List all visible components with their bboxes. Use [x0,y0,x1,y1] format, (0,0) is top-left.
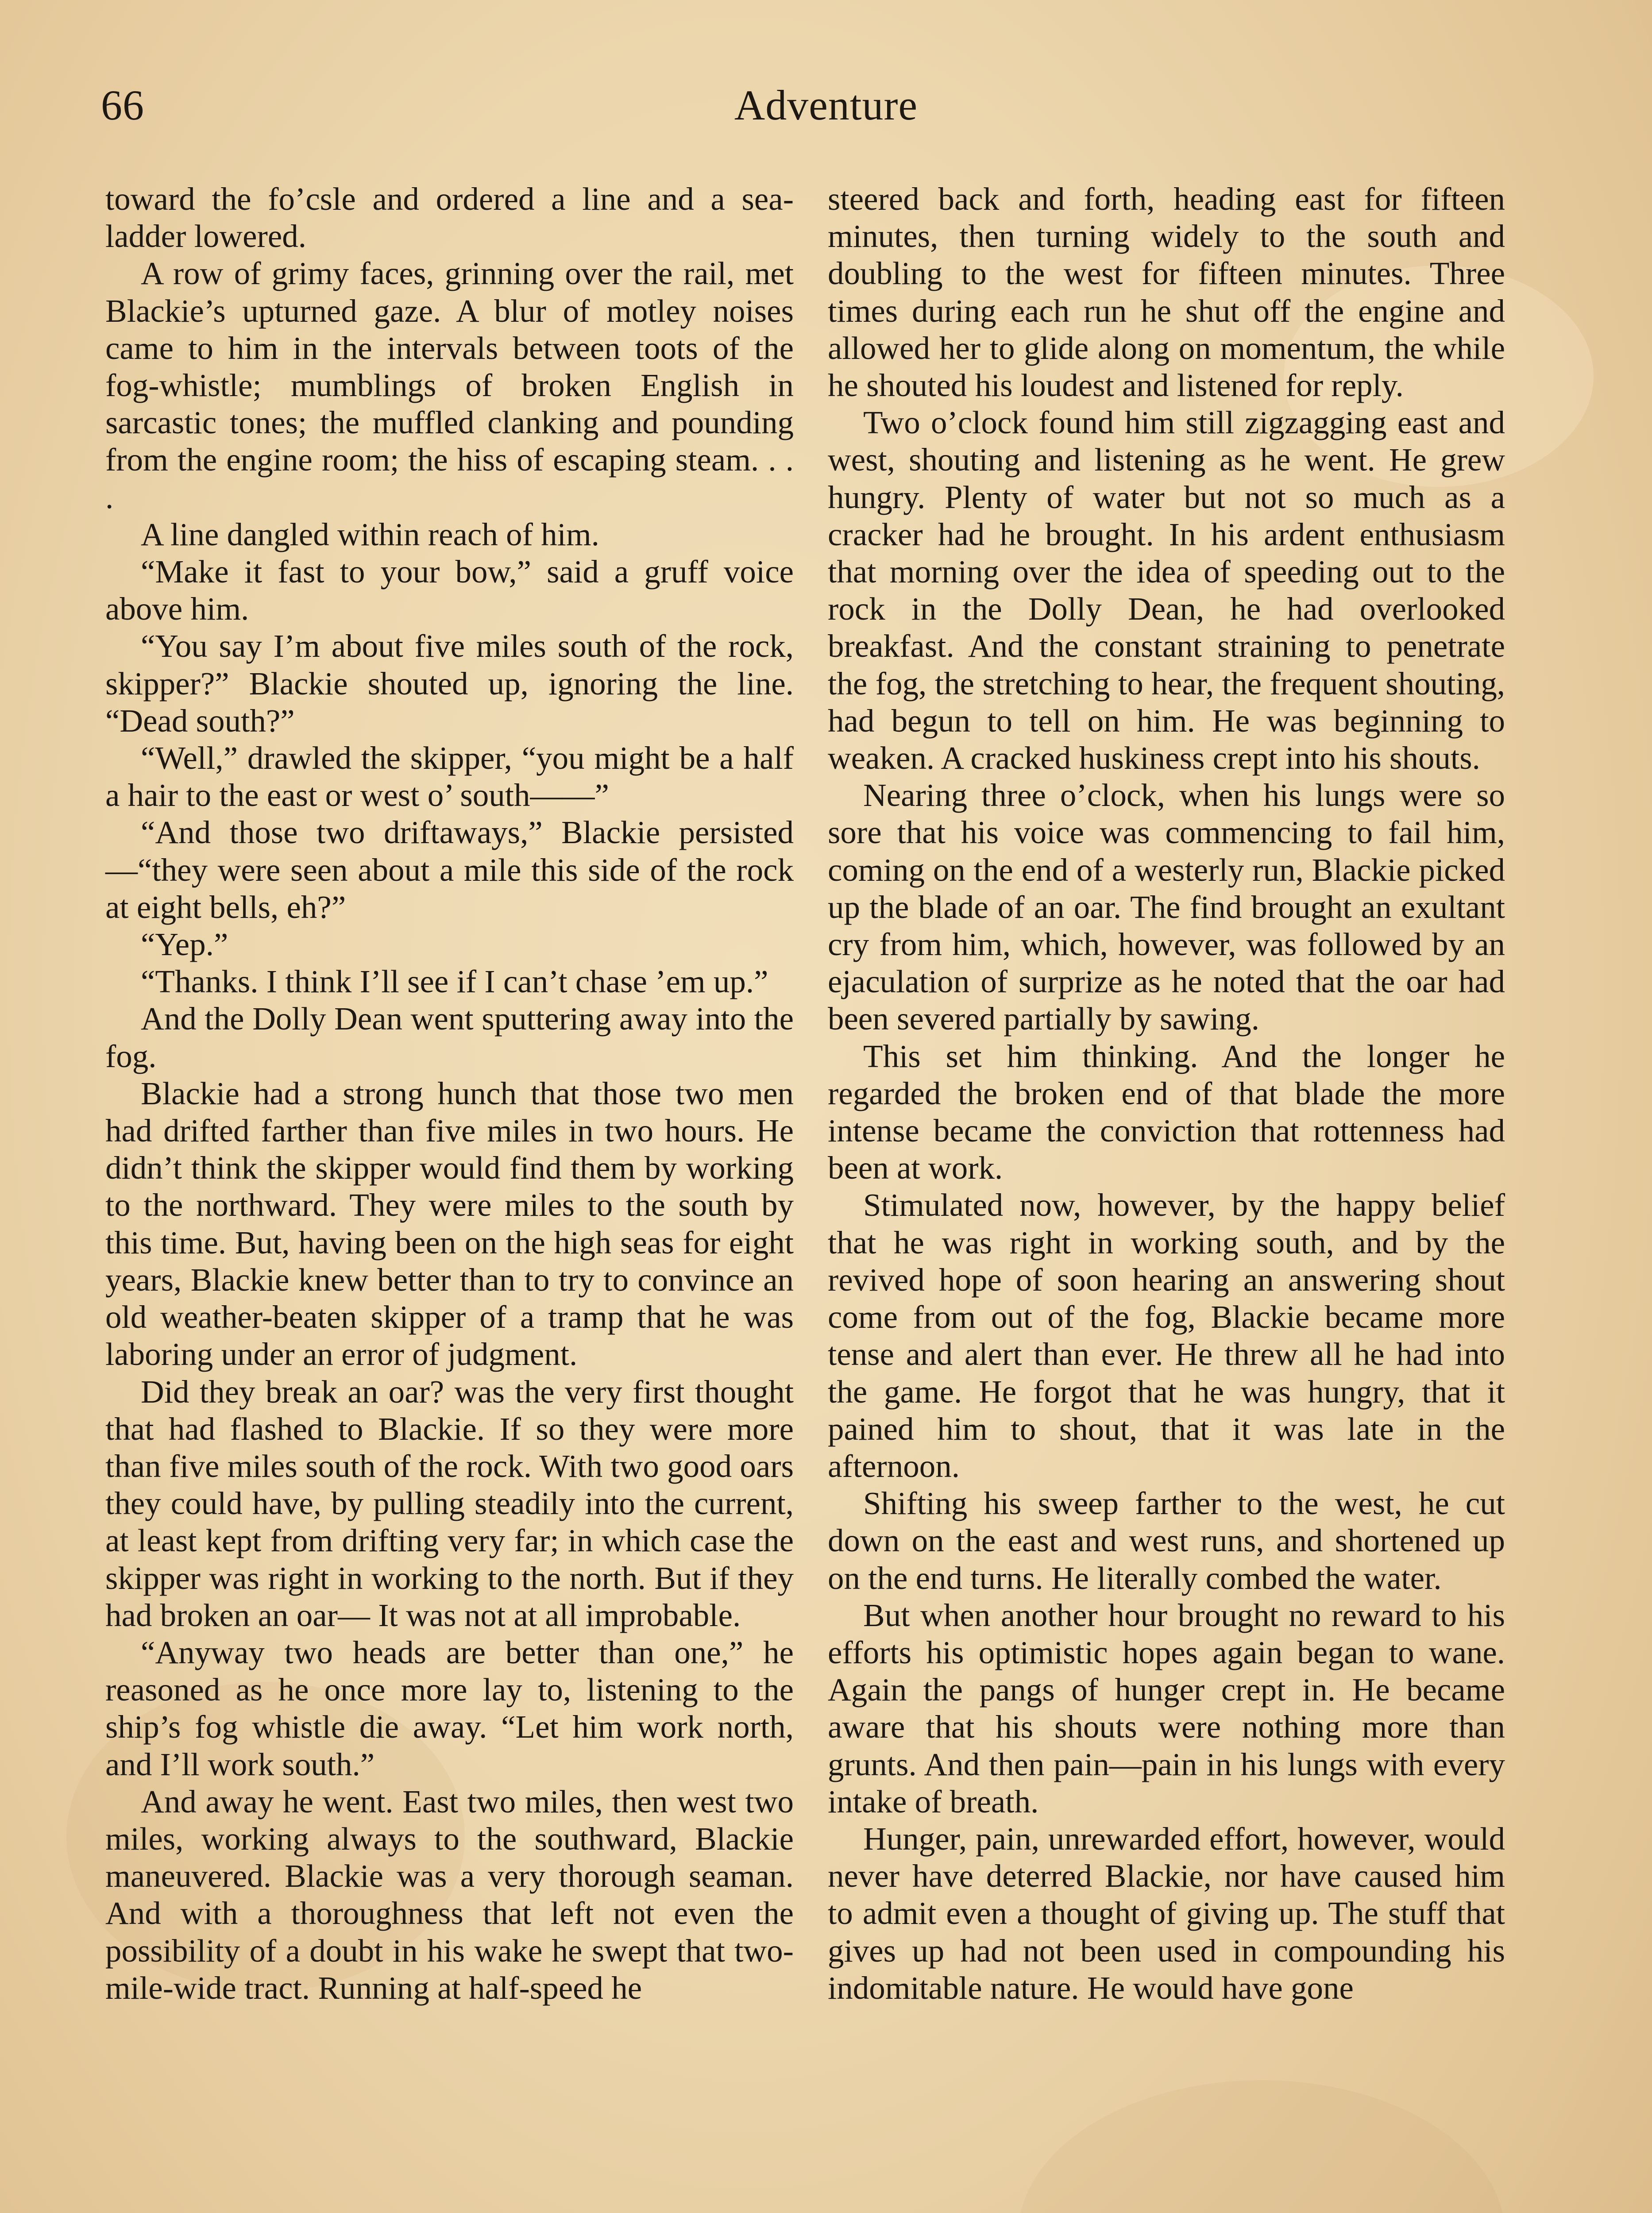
paragraph: Two o’clock found him still zigzagging east and west, shouting and listening as he went. He grew hungry. Plenty of water but not so much as a cracker had he brought. In his ardent enthusiasm that morning over the idea of speeding out to the rock in the Dolly Dean, he had overlooked breakfast. And the constant straining to penetrate the fog, the stretching to hear, the frequent shouting, had begun to tell on him. He was beginning to weaken. A cracked huskiness crept into his shouts. [828,405,1505,776]
paragraph: Hunger, pain, unrewarded effort, however, would never have deterred Blackie, nor have caused him to admit even a thought of giving up. The stuff that gives up had not been used in compounding his indomitable nature. He would have gone [828,1820,1505,2006]
paragraph: Blackie had a strong hunch that those two men had drifted farther than five miles in two hours. He didn’t think the skipper would find them by working to the northward. They were miles to the south by this time. But, having been on the high seas for eight years, Blackie knew better than to try to convince an old weather-beaten skipper of a tramp that he was laboring under an error of judgment. [105,1075,794,1373]
paragraph: “Yep.” [141,926,228,963]
paragraph: Shifting his sweep farther to the west, he cut down on the east and west runs, and shortened up on the end turns. He literally combed the water. [828,1485,1505,1596]
paragraph: This set him thinking. And the longer he regarded the broken end of that blade the more intense became the conviction that rottenness had been at work. [828,1038,1505,1186]
paragraph: A row of grimy faces, grinning over the rail, met Blackie’s upturned gaze. A blur of motley noises came to him in the intervals between toots of the fog-whistle; mumblings of broken English in sarcastic tones; the muffled clanking and pounding from the engine room; the hiss of escaping steam. . . . [105,255,794,515]
running-title: Adventure [734,81,918,129]
paper-stain [1018,2080,1505,2213]
paragraph: “And those two driftaways,” Blackie persisted—“they were seen about a mile this side of the rock at eight bells, eh?” [105,814,794,925]
paragraph: Nearing three o’clock, when his lungs were so sore that his voice was commencing to fail him, coming on the end of a westerly run, Blackie picked up the blade of an oar. The find brought an exultant cry from him, which, however, was followed by an ejaculation of surprize as he noted that the oar had been severed partially by sawing. [828,777,1505,1037]
paragraph: But when another hour brought no reward to his efforts his optimistic hopes again began to wane. Again the pangs of hunger crept in. He became aware that his shouts were nothing more than grunts. And then pain—pain in his lungs with every intake of breath. [828,1597,1505,1820]
paragraph: A line dangled within reach of him. [141,516,599,552]
paragraph: Did they break an oar? was the very first thought that had flashed to Blackie. If so they were more than five miles south of the rock. With two good oars they could have, by pulling steadily into the current, at least kept from drifting very far; in which case the skipper was right in working to the north. But if they had broken an oar— It was not at all improbable. [105,1373,794,1633]
paragraph: “Thanks. I think I’ll see if I can’t chase ’em up.” [141,964,768,1000]
page-number: 66 [101,81,144,129]
paragraph: toward the fo’csle and ordered a line and a sea-ladder lowered. [105,181,794,254]
paragraph: “Make it fast to your bow,” said a gruff voice above him. [105,554,794,627]
page-header [0,0,1652,159]
text-column-left [105,181,794,2007]
paragraph: “Anyway two heads are better than one,” he reasoned as he once more lay to, listening to the ship’s fog whistle die away. “Let him work north, and I’ll work south.” [105,1634,794,1782]
text-column-right [828,181,1505,2007]
paragraph: And away he went. East two miles, then west two miles, working always to the southward, Blackie maneuvered. Blackie was a very thorough seaman. And with a thoroughness that left not even the possibility of a doubt in his wake he swept that two-mile-wide tract. Running at half-speed he [105,1783,794,2006]
paragraph: “Well,” drawled the skipper, “you might be a half a hair to the east or west o’ south——” [105,740,794,813]
paragraph: And the Dolly Dean went sputtering away into the fog. [105,1001,794,1074]
paragraph: steered back and forth, heading east for fifteen minutes, then turning widely to the south and doubling to the west for fifteen minutes. Three times during each run he shut off the engine and allowed her to glide along on momentum, the while he shouted his loudest and listened for reply. [828,181,1505,404]
paragraph: “You say I’m about five miles south of the rock, skipper?” Blackie shouted up, ignoring the line. “Dead south?” [105,628,794,739]
paragraph: Stimulated now, however, by the happy belief that he was right in working south, and by the revived hope of soon hearing an answering shout come from out of the fog, Blackie became more tense and alert than ever. He threw all he had into the game. He forgot that he was hungry, that it pained him to shout, that it was late in the afternoon. [828,1187,1505,1484]
